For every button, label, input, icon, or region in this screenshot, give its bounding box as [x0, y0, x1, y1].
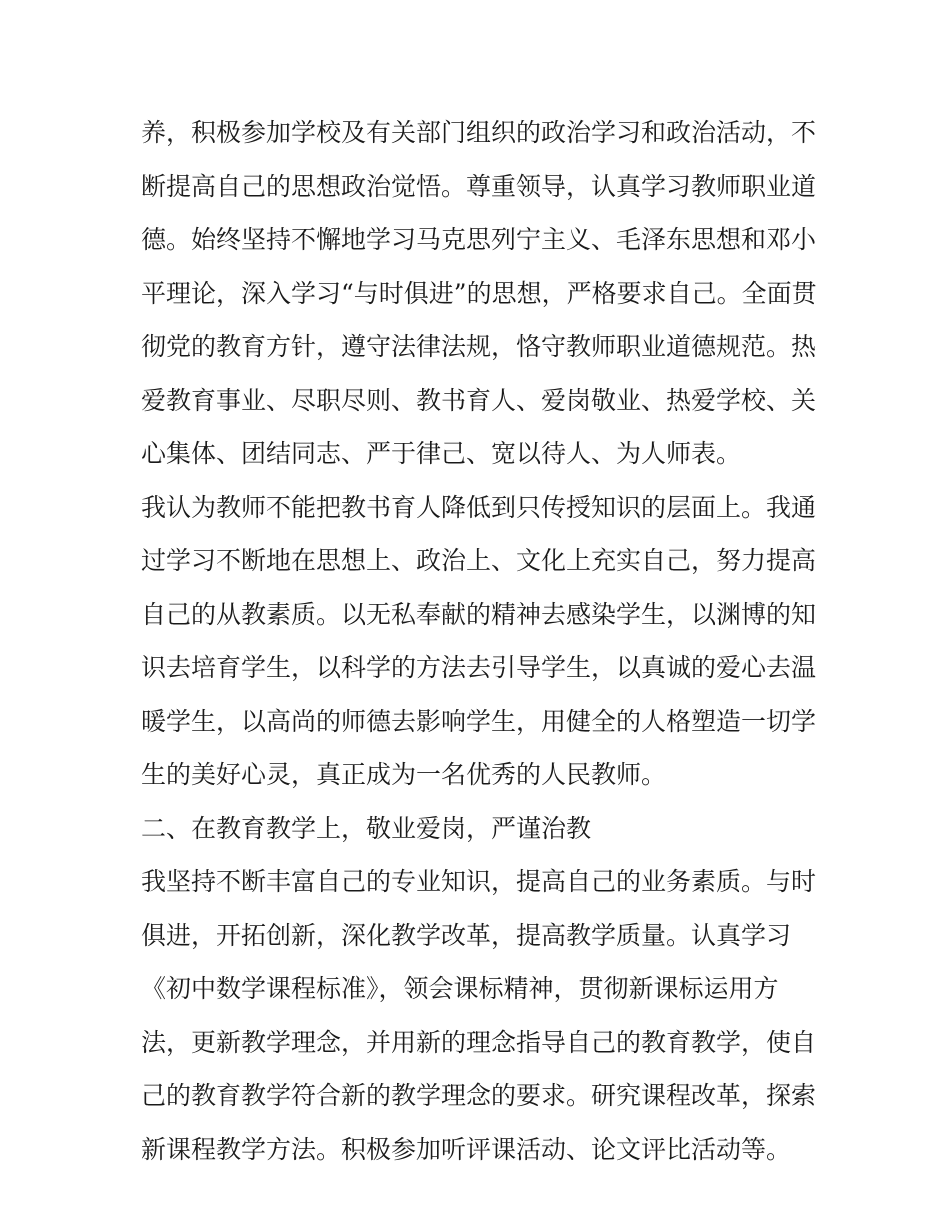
text-line: 我认为教师不能把教书育人降低到只传授知识的层面上。我通: [141, 492, 817, 522]
text-line: 我坚持不断丰富自己的专业知识，提高自己的业务素质。与时: [141, 867, 817, 896]
text-line: 过学习不断地在思想上、政治上、文化上充实自己，努力提高: [141, 546, 817, 575]
text-line: 暖学生，以高尚的师德去影响学生，用健全的人格塑造一切学: [141, 706, 817, 736]
text-line: 俱进，开拓创新，深化教学改革，提高教学质量。认真学习: [141, 920, 792, 950]
text-line: 新课程教学方法。积极参加听评课活动、论文评比活动等。: [141, 1134, 792, 1164]
text-line: 自己的从教素质。以无私奉献的精神去感染学生，以渊博的知: [141, 599, 817, 629]
text-line: 爱教育事业、尽职尽则、教书育人、爱岗敬业、热爱学校、关: [141, 385, 817, 415]
text-line: 平理论，深入学习“与时俱进”的思想，严格要求自己。全面贯: [141, 278, 817, 308]
text-line: 养，积极参加学校及有关部门组织的政治学习和政治活动，不: [141, 118, 817, 147]
text-line: 断提高自己的思想政治觉悟。尊重领导，认真学习教师职业道: [141, 171, 817, 201]
text-line: 识去培育学生，以科学的方法去引导学生，以真诚的爱心去温: [141, 653, 817, 682]
text-line: 生的美好心灵，真正成为一名优秀的人民教师。: [141, 760, 667, 789]
text-line: 己的教育教学符合新的教学理念的要求。研究课程改革，探索: [141, 1081, 817, 1110]
text-line: 《初中数学课程标准》，领会课标精神，贯彻新课标运用方: [141, 974, 779, 1003]
document-body: [141, 106, 816, 1176]
text-line: 心集体、团结同志、严于律己、宽以待人、为人师表。: [141, 439, 742, 468]
section-heading: 二、在教育教学上，敬业爱岗，严谨治教: [141, 813, 592, 843]
text-line: 德。始终坚持不懈地学习马克思列宁主义、毛泽东思想和邓小: [141, 225, 817, 254]
text-line: 彻党的教育方针，遵守法律法规，恪守教师职业道德规范。热: [141, 332, 817, 361]
text-line: 法，更新教学理念，并用新的理念指导自己的教育教学，使自: [141, 1027, 817, 1057]
